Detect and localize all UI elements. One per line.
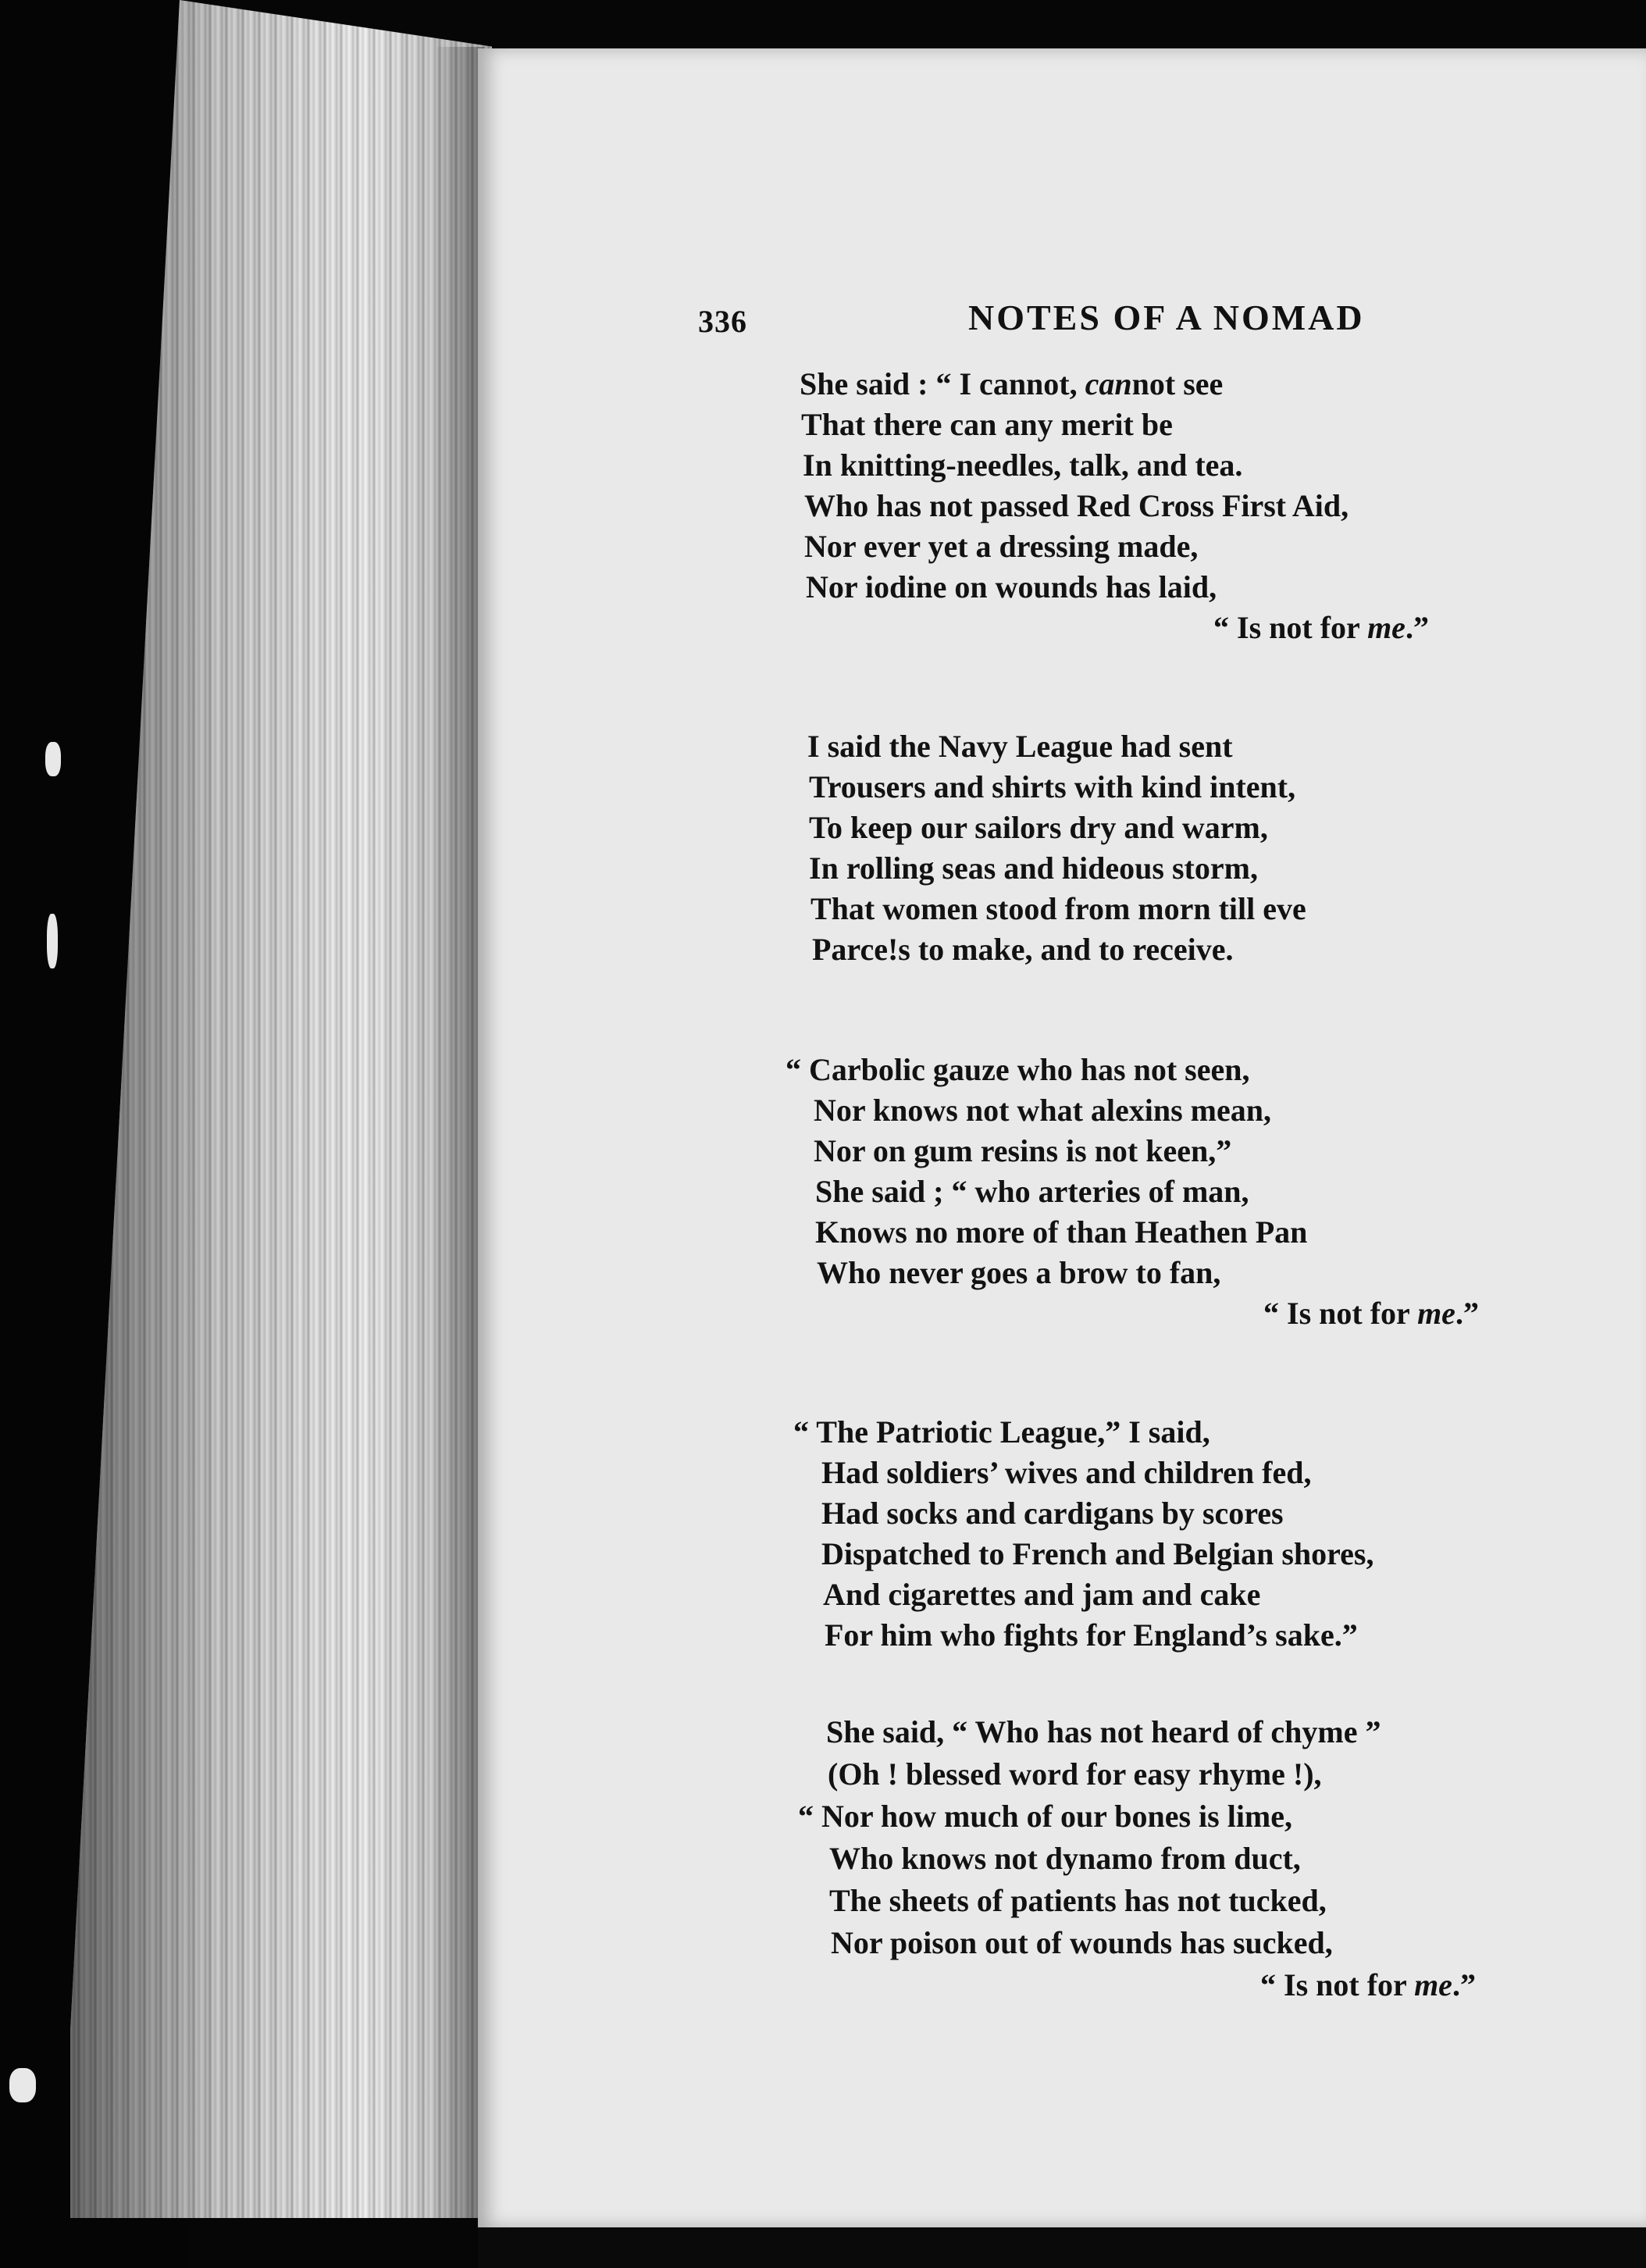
poem-line: Nor ever yet a dressing made, [804, 529, 1199, 564]
poem-line: In rolling seas and hideous storm, [809, 850, 1258, 886]
poem-line: Parce!s to make, and to receive. [812, 932, 1234, 967]
running-title: NOTES OF A NOMAD [968, 298, 1365, 337]
gutter-shadow [437, 47, 484, 2218]
poem-line: Had soldiers’ wives and children fed, [821, 1455, 1312, 1490]
poem-refrain: “ Is not for me.” [1213, 610, 1429, 645]
poem-line: “ The Patriotic League,” I said, [793, 1414, 1210, 1450]
poem-line: “ Carbolic gauze who has not seen, [786, 1052, 1250, 1087]
poem-line: For him who fights for England’s sake.” [825, 1617, 1358, 1653]
poem-refrain: “ Is not for me.” [1260, 1967, 1476, 2002]
running-head [478, 297, 1646, 344]
scan-speck [45, 742, 61, 776]
poem-line: Knows no more of than Heathen Pan [815, 1214, 1308, 1250]
poem-line: Nor poison out of wounds has sucked, [831, 1925, 1333, 1960]
scan-bottom-edge [478, 2227, 1646, 2268]
poem-refrain: “ Is not for me.” [1263, 1296, 1479, 1331]
poem-line: In knitting-needles, talk, and tea. [803, 448, 1243, 483]
poem-line: “ Nor how much of our bones is lime, [798, 1799, 1293, 1834]
poem-line: Nor on gum resins is not keen,” [814, 1133, 1232, 1168]
poem-line: She said, “ Who has not heard of chyme ” [826, 1714, 1381, 1749]
book-page [478, 48, 1646, 2227]
poem-line: Who has not passed Red Cross First Aid, [804, 488, 1349, 523]
poem-line: And cigarettes and jam and cake [823, 1577, 1261, 1612]
poem-line: She said ; “ who arteries of man, [815, 1174, 1249, 1209]
poem-line: Nor iodine on wounds has laid, [806, 569, 1217, 604]
poem-line: Who never goes a brow to fan, [817, 1255, 1221, 1290]
scan-speck [9, 2068, 36, 2102]
poem-line: That women stood from morn till eve [811, 891, 1306, 926]
scan-speck [47, 914, 58, 968]
poem-line: To keep our sailors dry and warm, [809, 810, 1268, 845]
poem-line: She said : “ I cannot, cannot see [800, 366, 1224, 401]
poem-line: I said the Navy League had sent [807, 729, 1233, 764]
poem-line: Had socks and cardigans by scores [821, 1496, 1284, 1531]
poem-line: Nor knows not what alexins mean, [814, 1093, 1271, 1128]
poem-line: The sheets of patients has not tucked, [829, 1883, 1327, 1918]
poem-line: That there can any merit be [801, 407, 1173, 442]
poem-line: Trousers and shirts with kind intent, [809, 769, 1296, 804]
poem-line: Dispatched to French and Belgian shores, [821, 1536, 1374, 1571]
poem-line: (Oh ! blessed word for easy rhyme !), [828, 1756, 1322, 1792]
page-number: 336 [698, 304, 747, 339]
poem-line: Who knows not dynamo from duct, [829, 1841, 1301, 1876]
